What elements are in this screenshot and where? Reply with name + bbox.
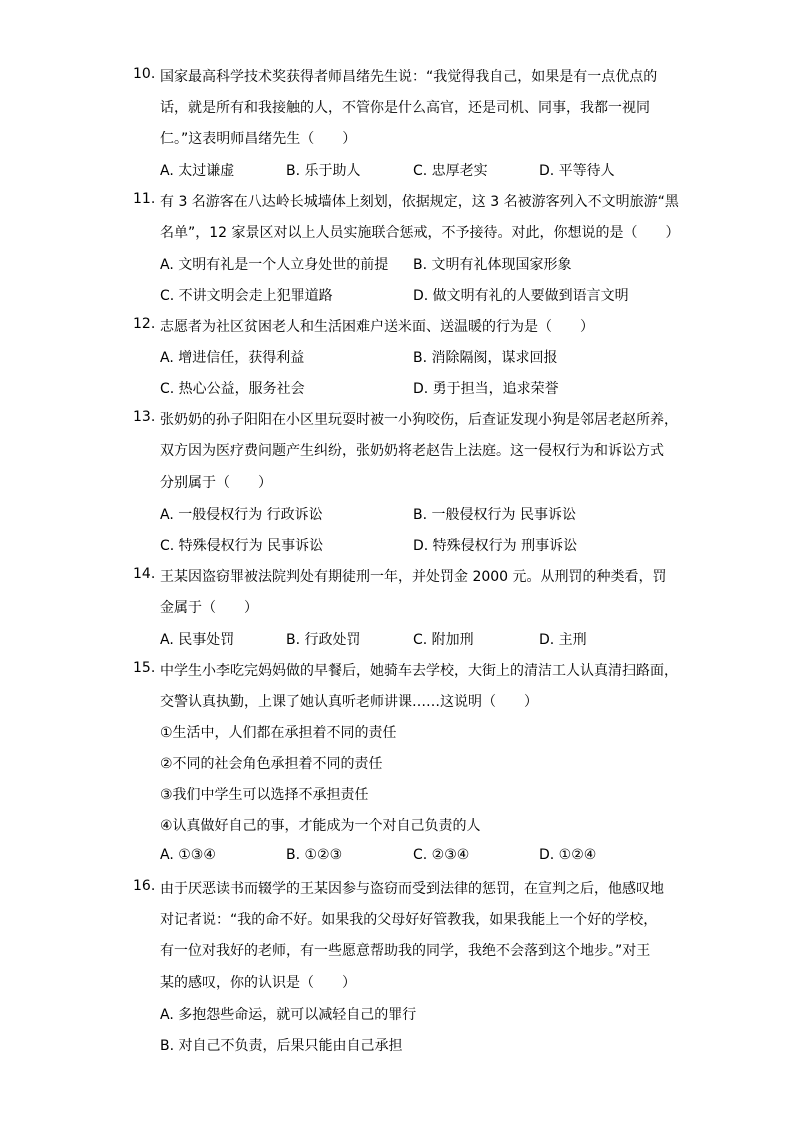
statement-4: ④认真做好自己的事，才能成为一个对自己负责的人: [160, 818, 481, 834]
question-text: 志愿者为社区贫困老人和生活困难户送米面、送温暖的行为是（ ）: [160, 319, 594, 335]
option-b: B. 一般侵权行为 民事诉讼: [413, 507, 576, 523]
question-text: 对记者说：“我的命不好。如果我的父母好好管教我，如果我能上一个好的学校，: [160, 912, 658, 928]
option-c: C. 附加刑: [413, 632, 474, 648]
option-c: C. ②③④: [413, 847, 470, 863]
question-number: 13.: [133, 409, 156, 425]
question-text: 仁。”这表明师昌绪先生（ ）: [160, 131, 357, 147]
question-number: 16.: [133, 878, 156, 894]
option-b: B. 文明有礼体现国家形象: [413, 257, 572, 273]
question-number: 14.: [133, 566, 156, 582]
option-b: B. 行政处罚: [286, 632, 361, 648]
question-text: 王某因盗窃罪被法院判处有期徒刑一年，并处罚金 2000 元。从刑罚的种类看，罚: [160, 569, 667, 585]
option-a: A. 文明有礼是一个人立身处世的前提: [160, 257, 389, 273]
question-text: 分别属于（ ）: [160, 475, 272, 491]
option-a: A. 一般侵权行为 行政诉讼: [160, 507, 323, 523]
option-d: D. 做文明有礼的人要做到语言文明: [413, 288, 629, 304]
option-d: D. 平等待人: [539, 163, 615, 179]
question-text: 名单”，12 家景区对以上人员实施联合惩戒，不予接待。对此，你想说的是（ ）: [160, 225, 680, 241]
question-text: 某的感叹，你的认识是（ ）: [160, 975, 356, 991]
option-a: A. 民事处罚: [160, 632, 235, 648]
question-number: 12.: [133, 316, 156, 332]
statement-3: ③我们中学生可以选择不承担责任: [160, 787, 369, 803]
option-a: A. 增进信任，获得利益: [160, 350, 305, 366]
option-d: D. 勇于担当，追求荣誉: [413, 381, 559, 397]
option-a: A. ①③④: [160, 847, 216, 863]
option-a: A. 太过谦虚: [160, 163, 235, 179]
option-c: C. 忠厚老实: [413, 163, 488, 179]
question-text: 有 3 名游客在八达岭长城墙体上刻划，依据规定，这 3 名被游客列入不文明旅游“黑: [160, 194, 679, 210]
option-d: D. 主刑: [539, 632, 587, 648]
option-c: C. 特殊侵权行为 民事诉讼: [160, 538, 324, 554]
question-text: 张奶奶的孙子阳阳在小区里玩耍时被一小狗咬伤，后查证发现小狗是邻居老赵所养，: [160, 412, 678, 428]
statement-1: ①生活中，人们都在承担着不同的责任: [160, 725, 397, 741]
statement-2: ②不同的社会角色承担着不同的责任: [160, 756, 383, 772]
option-d: D. ①②④: [539, 847, 597, 863]
question-text: 话，就是所有和我接触的人，不管你是什么高官，还是司机、同事，我都一视同: [160, 100, 650, 116]
option-a: A. 多抱怨些命运，就可以减轻自己的罪行: [160, 1007, 417, 1023]
question-number: 10.: [133, 66, 156, 82]
option-d: D. 特殊侵权行为 刑事诉讼: [413, 538, 578, 554]
question-text: 中学生小李吃完妈妈做的早餐后，她骑车去学校，大街上的清洁工人认真清扫路面，: [160, 663, 678, 679]
question-text: 交警认真执勤，上课了她认真听老师讲课……这说明（ ）: [160, 694, 538, 710]
question-text: 双方因为医疗费问题产生纠纷，张奶奶将老赵告上法庭。这一侵权行为和诉讼方式: [160, 443, 664, 459]
question-text: 由于厌恶读书而辍学的王某因参与盗窃而受到法律的惩罚，在宣判之后，他感叹地: [160, 881, 664, 897]
question-text: 国家最高科学技术奖获得者师昌绪先生说：“我觉得我自己，如果是有一点优点的: [160, 69, 658, 85]
option-b: B. 乐于助人: [286, 163, 361, 179]
question-text: 金属于（ ）: [160, 600, 258, 616]
option-b: B. 消除隔阂，谋求回报: [413, 350, 558, 366]
option-b: B. ①②③: [286, 847, 343, 863]
question-number: 15.: [133, 660, 156, 676]
question-text: 有一位对我好的老师，有一些愿意帮助我的同学，我绝不会落到这个地步。”对王: [160, 943, 651, 959]
option-c: C. 热心公益，服务社会: [160, 381, 305, 397]
option-b: B. 对自己不负责，后果只能由自己承担: [160, 1038, 403, 1054]
question-number: 11.: [133, 191, 156, 207]
option-c: C. 不讲文明会走上犯罪道路: [160, 288, 333, 304]
